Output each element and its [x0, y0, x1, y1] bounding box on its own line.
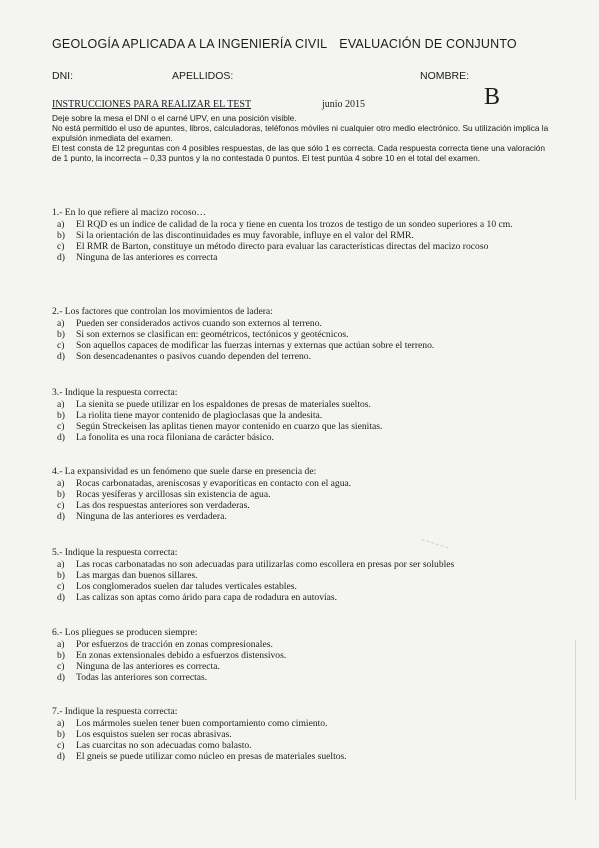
exam-type-title: EVALUACIÓN DE CONJUNTO [339, 37, 517, 51]
answer-option: d) Son desencadenantes o pasivos cuando dependen del terreno. [57, 351, 311, 362]
answer-option: d) Todas las anteriores son correctas. [57, 672, 208, 683]
question-stem: 1.- En lo que refiere al macizo rocoso… [52, 207, 206, 218]
question-1 [52, 206, 572, 263]
question-2 [52, 305, 572, 362]
instruction-line: El test consta de 12 preguntas con 4 posibles respuestas, de las que sólo 1 es correcta. Cada respuesta correcta tiene una valoración de 1 punto, la incorrecta – 0,33 puntos y la no contestada 0 puntos. El test puntúa 4 sobre 10 en el total del examen. [52, 143, 546, 163]
question-stem: 7.- Indique la respuesta correcta: [52, 706, 178, 717]
answer-option: b) Rocas yesíferas y arcillosas sin existencia de agua. [57, 489, 271, 500]
answer-option: b) Los esquistos suelen ser rocas abrasivas. [57, 729, 232, 740]
question-stem: 4.- La expansividad es un fenómeno que suele darse en presencia de: [52, 466, 317, 477]
apellidos-label: APELLIDOS: [172, 70, 234, 82]
answer-option: c) Ninguna de las anteriores es correcta. [57, 661, 220, 672]
exam-date: junio 2015 [322, 99, 366, 110]
question-stem: 2.- Los factores que controlan los movimientos de ladera: [52, 306, 273, 317]
question-7 [52, 705, 572, 762]
question-stem: 5.- Indique la respuesta correcta: [52, 547, 178, 558]
exam-version-letter: B [484, 84, 501, 110]
answer-option: a) Los mármoles suelen tener buen comportamiento como cimiento. [57, 718, 328, 729]
nombre-label: NOMBRE: [420, 70, 470, 82]
question-stem: 6.- Los pliegues se producen siempre: [52, 627, 198, 638]
answer-option: b) Si son externos se clasifican en: geométricos, tectónicos y geotécnicos. [57, 329, 349, 340]
exam-title [52, 37, 517, 51]
course-title: GEOLOGÍA APLICADA A LA INGENIERÍA CIVIL [52, 37, 328, 51]
question-6 [52, 626, 572, 683]
answer-option: a) Las rocas carbonatadas no son adecuadas para utilizarlas como escollera en presas por ser solubles [57, 559, 455, 570]
scan-edge-line [575, 640, 576, 800]
question-3 [52, 386, 572, 443]
answer-option: d) Ninguna de las anteriores es correcta [57, 252, 218, 263]
answer-option: c) Los conglomerados suelen dar taludes verticales estables. [57, 581, 297, 592]
answer-option: b) La riolita tiene mayor contenido de plagioclasas que la andesita. [57, 410, 323, 421]
question-5 [52, 546, 572, 603]
answer-option: a) Rocas carbonatadas, areniscosas y evaporíticas en contacto con el agua. [57, 478, 352, 489]
instruction-line: No está permitido el uso de apuntes, libros, calculadoras, teléfonos móviles ni cualquier otro medio electrónico. Su utilización implica la expulsión inmediata del examen. [52, 123, 549, 143]
answer-option: c) Son aquellos capaces de modificar las fuerzas internas y externas que actúan sobre el terreno. [57, 340, 435, 351]
instructions-body [52, 113, 552, 163]
answer-option: c) Las dos respuestas anteriores son verdaderas. [57, 500, 250, 511]
answer-option: d) La fonolita es una roca filoniana de carácter básico. [57, 432, 274, 443]
question-4 [52, 465, 572, 522]
answer-option: a) Pueden ser considerados activos cuando son externos al terreno. [57, 318, 322, 329]
answer-option: a) La sienita se puede utilizar en los espaldones de presas de materiales sueltos. [57, 399, 371, 410]
instructions-heading: INSTRUCCIONES PARA REALIZAR EL TEST [52, 99, 252, 110]
answer-option: b) En zonas extensionales debido a esfuerzos distensivos. [57, 650, 287, 661]
dni-label: DNI: [52, 70, 73, 82]
answer-option: c) Según Streckeisen las aplitas tienen mayor contenido en cuarzo que las sienitas. [57, 421, 383, 432]
answer-option: a) El RQD es un índice de calidad de la roca y tiene en cuenta los trozos de testigo de un sondeo superiores a 10 cm. [57, 219, 513, 230]
answer-option: c) El RMR de Barton, constituye un método directo para evaluar las características directas del macizo rocoso [57, 241, 489, 252]
answer-option: d) Ninguna de las anteriores es verdadera. [57, 511, 227, 522]
answer-option: d) El gneis se puede utilizar como núcleo en presas de materiales sueltos. [57, 751, 347, 762]
answer-option: b) Si la orientación de las discontinuidades es muy favorable, influye en el valor del RMR. [57, 230, 414, 241]
answer-option: b) Las margas dan buenos sillares. [57, 570, 198, 581]
answer-option: a) Por esfuerzos de tracción en zonas compresionales. [57, 639, 273, 650]
instruction-line: Deje sobre la mesa el DNI o el carné UPV, en una posición visible. [52, 113, 297, 123]
question-stem: 3.- Indique la respuesta correcta: [52, 387, 178, 398]
answer-option: c) Las cuarcitas no son adecuadas como balasto. [57, 740, 252, 751]
answer-option: d) Las calizas son aptas como árido para capa de rodadura en autovías. [57, 592, 338, 603]
